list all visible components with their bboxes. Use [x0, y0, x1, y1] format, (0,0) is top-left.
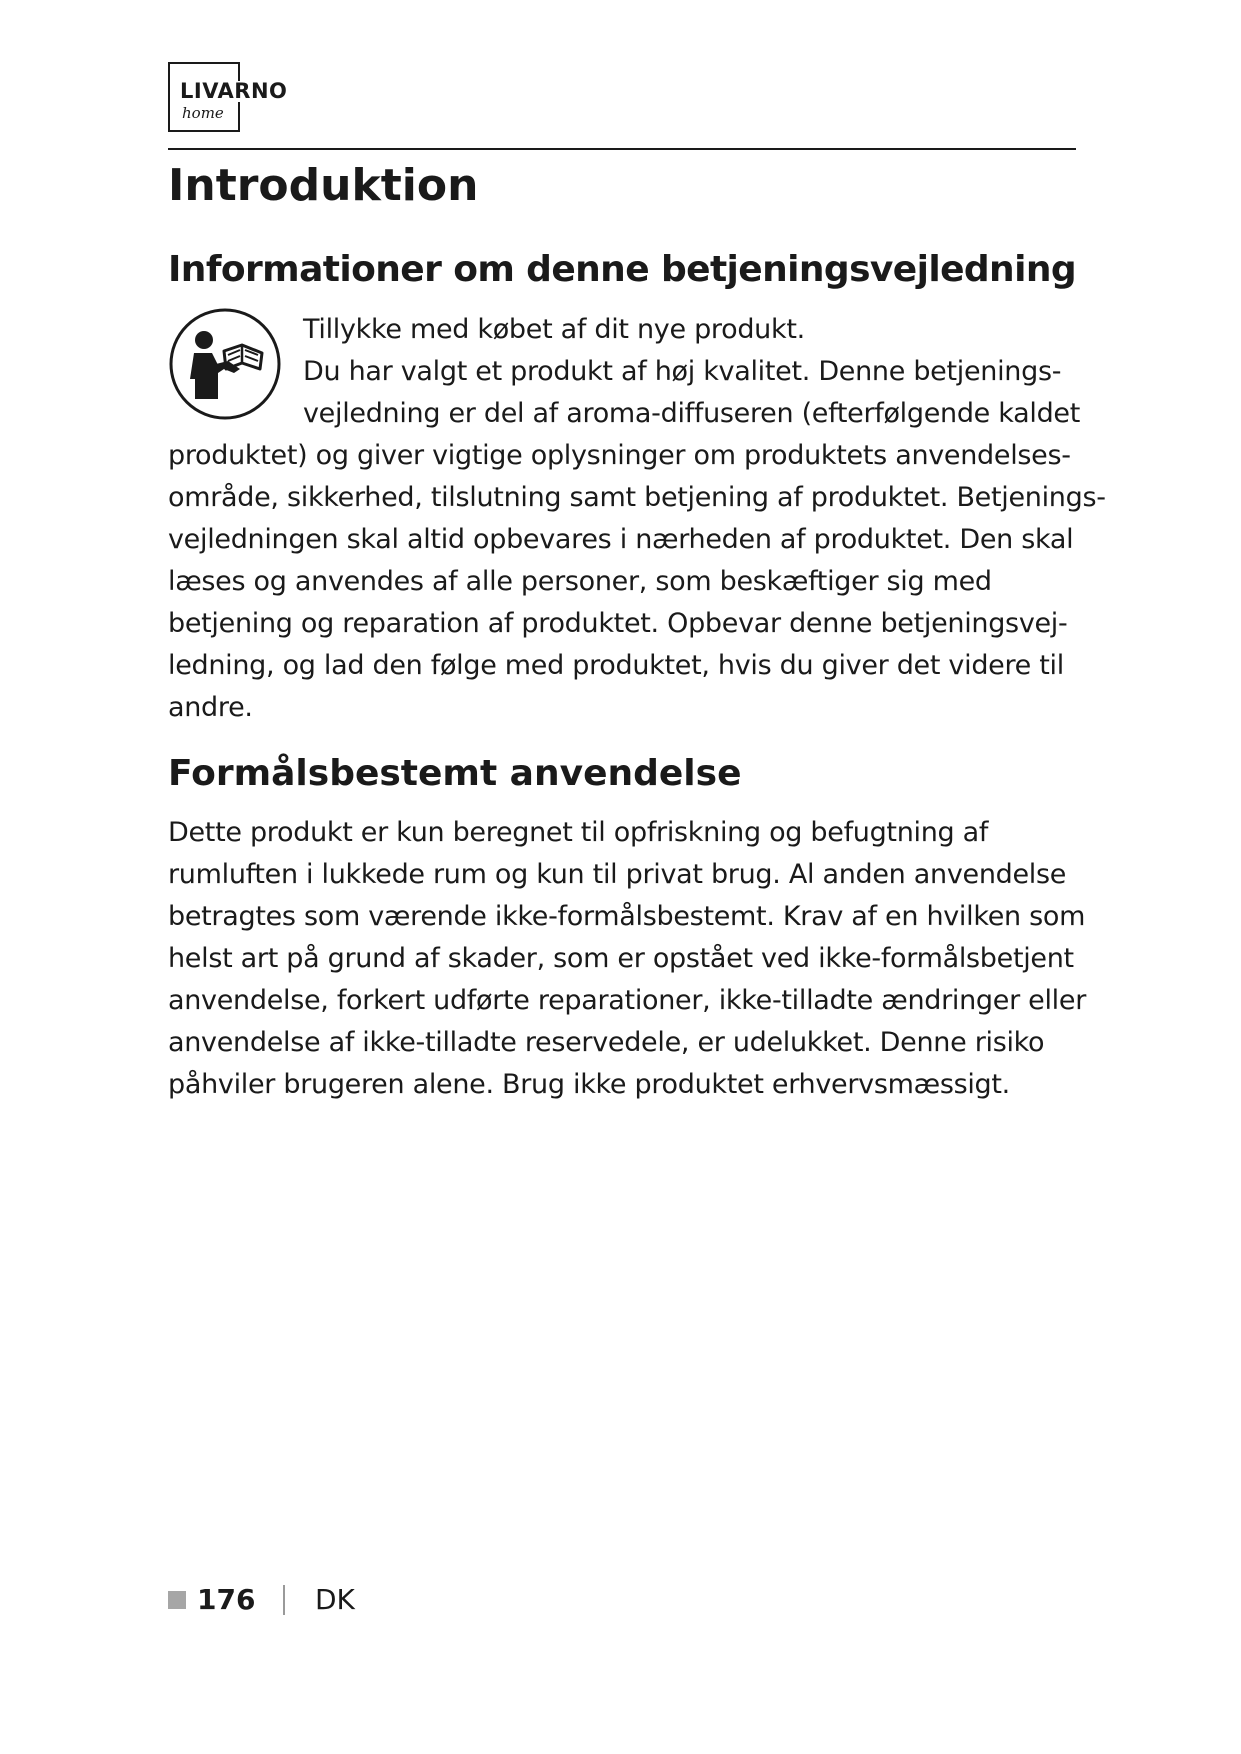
text-line: ledning, og lad den følge med produktet, hvis du giver det videre til — [168, 650, 1064, 681]
text-line: vejledningen skal altid opbevares i nærheden af produktet. Den skal — [168, 524, 1074, 555]
text-line: læses og anvendes af alle personer, som beskæftiger sig med — [168, 566, 992, 597]
section-heading-info: Informationer om denne betjeningsvejledning — [168, 249, 1077, 290]
text-line: Dette produkt er kun beregnet til opfriskning og befugtning af — [168, 817, 989, 848]
text-line: vejledning er del af aroma-diffuseren (efterfølgende kaldet — [303, 398, 1081, 429]
text-line: Du har valgt et produkt af høj kvalitet. Denne betjenings- — [303, 356, 1062, 387]
section-heading-purpose: Formålsbestemt anvendelse — [168, 753, 742, 794]
text-line: andre. — [168, 692, 253, 723]
livarno-home-logo — [168, 62, 288, 132]
page-title: Introduktion — [168, 160, 479, 211]
footer-square-icon — [168, 1591, 186, 1609]
text-line: påhviler brugeren alene. Brug ikke produktet erhvervsmæssigt. — [168, 1069, 1010, 1100]
logo-sub-text: home — [182, 104, 224, 122]
header-rule — [168, 148, 1076, 150]
text-line: betjening og reparation af produktet. Opbevar denne betjeningsvej- — [168, 608, 1068, 639]
purpose-paragraph — [168, 812, 1086, 1106]
text-line: helst art på grund af skader, som er opstået ved ikke-formålsbetjent — [168, 943, 1074, 974]
text-line: rumluften i lukkede rum og kun til privat brug. Al anden anvendelse — [168, 859, 1067, 890]
info-paragraph — [168, 309, 1106, 729]
language-code: DK — [315, 1583, 355, 1616]
text-line: område, sikkerhed, tilslutning samt betjening af produktet. Betjenings- — [168, 482, 1106, 513]
footer-divider — [283, 1585, 285, 1615]
text-line: anvendelse, forkert udførte reparationer, ikke-tilladte ændringer eller — [168, 985, 1086, 1016]
text-line: betragtes som værende ikke-formålsbestemt. Krav af en hvilken som — [168, 901, 1086, 932]
logo-brand-text: LIVARNO — [180, 79, 288, 103]
text-line: anvendelse af ikke-tilladte reservedele, er udelukket. Denne risiko — [168, 1027, 1045, 1058]
text-line: Tillykke med købet af dit nye produkt. — [303, 314, 805, 345]
text-line: produktet) og giver vigtige oplysninger om produktets anvendelses- — [168, 440, 1071, 471]
page-number: 176 — [197, 1583, 256, 1616]
